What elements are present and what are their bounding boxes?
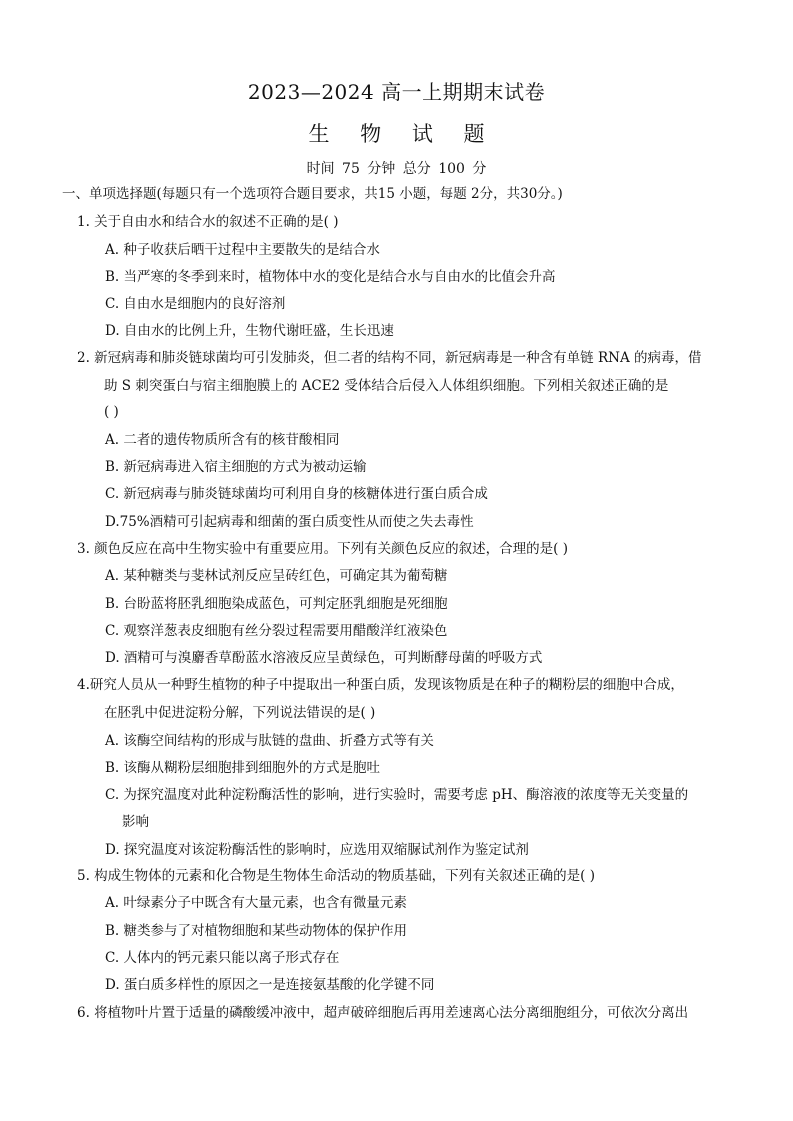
q5-option-d: D. 蛋白质多样性的原因之一是连接氨基酸的化学键不同 xyxy=(105,977,435,993)
question-2-stem: 2. 新冠病毒和肺炎链球菌均可引发肺炎，但二者的结构不同，新冠病毒是一种含有单链 RNA 的病毒，借 xyxy=(77,350,702,366)
question-6-stem: 6. 将植物叶片置于适量的磷酸缓冲液中，超声破碎细胞后再用差速离心法分离细胞组分，可依次分离出 xyxy=(77,1005,689,1021)
section-heading: 一、单项选择题(每题只有一个选项符合题目要求，共15 小题，每题 2分，共30分。) xyxy=(62,186,563,202)
question-4-stem-line2: 在胚乳中促进淀粉分解，下列说法错误的是( ) xyxy=(104,705,376,721)
q2-option-b: B. 新冠病毒进入宿主细胞的方式为被动运输 xyxy=(105,459,367,475)
q2-option-d: D.75%酒精可引起病毒和细菌的蛋白质变性从而使之失去毒性 xyxy=(105,514,474,530)
q1-option-c: C. 自由水是细胞内的良好溶剂 xyxy=(105,296,286,312)
question-2-stem-line2: 助 S 刺突蛋白与宿主细胞膜上的 ACE2 受体结合后侵入人体组织细胞。下列相关叙述正确的是 xyxy=(104,378,669,394)
q5-option-b: B. 糖类参与了对植物细胞和某些动物体的保护作用 xyxy=(105,923,408,939)
q5-option-a: A. 叶绿素分子中既含有大量元素，也含有微量元素 xyxy=(105,895,407,911)
q4-option-b: B. 该酶从糊粉层细胞排到细胞外的方式是胞吐 xyxy=(105,760,381,776)
q3-option-d: D. 酒精可与溴麝香草酚蓝水溶液反应呈黄绿色，可判断酵母菌的呼吸方式 xyxy=(105,650,543,666)
q5-option-c: C. 人体内的钙元素只能以离子形式存在 xyxy=(105,950,340,966)
q3-option-a: A. 某种糖类与斐林试剂反应呈砖红色，可确定其为葡萄糖 xyxy=(105,568,448,584)
question-2-answer-blank: ( ) xyxy=(104,404,119,420)
q4-option-a: A. 该酶空间结构的形成与肽链的盘曲、折叠方式等有关 xyxy=(105,733,434,749)
question-1-stem: 1. 关于自由水和结合水的叙述不正确的是( ) xyxy=(77,214,339,230)
question-4-stem: 4.研究人员从一种野生植物的种子中提取出一种蛋白质，发现该物质是在种子的糊粉层的细胞中合成， xyxy=(77,677,684,693)
question-5-stem: 5. 构成生物体的元素和化合物是生物体生命活动的物质基础，下列有关叙述正确的是( ) xyxy=(77,868,595,884)
q1-option-d: D. 自由水的比例上升，生物代谢旺盛，生长迅速 xyxy=(105,323,394,339)
q4-option-c: C. 为探究温度对此种淀粉酶活性的影响，进行实验时，需要考虑 pH、酶溶液的浓度等无关变量的 xyxy=(105,787,689,803)
exam-title: 2023—2024 高一上期期末试卷 xyxy=(247,80,546,104)
q1-option-a: A. 种子收获后晒干过程中主要散失的是结合水 xyxy=(105,242,380,258)
q2-option-a: A. 二者的遗传物质所含有的核苷酸相同 xyxy=(105,432,340,448)
question-3-stem: 3. 颜色反应在高中生物实验中有重要应用。下列有关颜色反应的叙述，合理的是( ) xyxy=(77,541,568,557)
q3-option-b: B. 台盼蓝将胚乳细胞染成蓝色，可判定胚乳细胞是死细胞 xyxy=(105,596,448,612)
subject-title: 生 物 试 题 xyxy=(308,122,497,146)
q3-option-c: C. 观察洋葱表皮细胞有丝分裂过程需要用醋酸洋红液染色 xyxy=(105,623,448,639)
q4-option-d: D. 探究温度对该淀粉酶活性的影响时，应选用双缩脲试剂作为鉴定试剂 xyxy=(105,842,529,858)
q1-option-b: B. 当严寒的冬季到来时，植物体中水的变化是结合水与自由水的比值会升高 xyxy=(105,269,556,285)
exam-meta: 时间 75 分钟 总分 100 分 xyxy=(306,161,487,177)
q4-option-c-line2: 影响 xyxy=(122,814,149,830)
q2-option-c: C. 新冠病毒与肺炎链球菌均可利用自身的核糖体进行蛋白质合成 xyxy=(105,486,488,502)
